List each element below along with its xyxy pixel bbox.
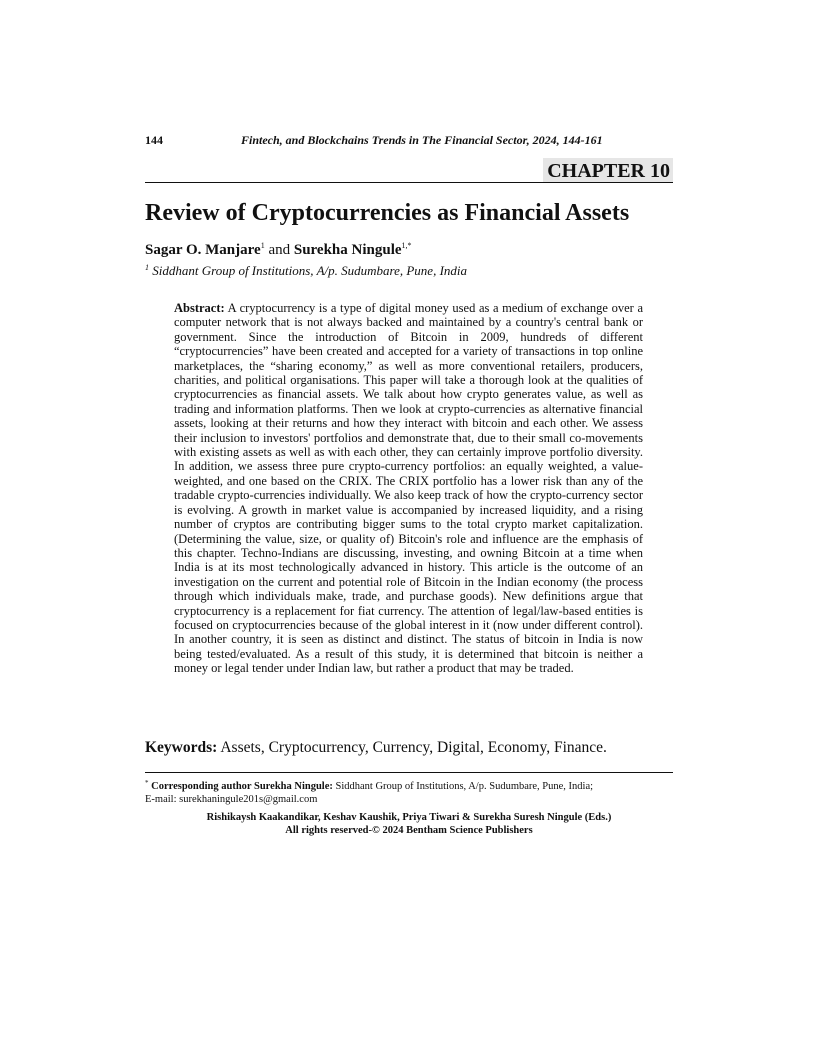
author-list [145,236,412,260]
abstract-label: Abstract: [174,301,225,315]
footnote-line [145,777,673,793]
running-head [145,133,672,149]
footnote [145,777,673,806]
journal-citation [241,133,603,148]
publisher-info [145,812,673,837]
page-number: 144 [145,133,163,147]
footnote-email: E-mail: surekhaningule201s@gmail.com [145,794,318,805]
author-connector: and [264,242,294,258]
paper-title: Review of Cryptocurrencies as Financial Assets [145,200,630,226]
affiliation-text: Siddhant Group of Institutions, A/p. Sudumbare, Pune, India [149,263,468,278]
author-name: Sagar O. Manjare [145,242,261,258]
chapter-label: CHAPTER 10 [543,158,673,183]
author-affiliation-mark: 1,* [401,241,412,250]
footnote-divider [145,772,673,773]
affiliation [145,259,467,280]
author-name: Surekha Ningule [293,242,402,258]
copyright-line: All rights reserved-© 2024 Bentham Science Publishers [285,824,533,836]
editors-line: Rishikaysh Kaakandikar, Keshav Kaushik, Priya Tiwari & Surekha Suresh Ningule (Eds.) [206,812,612,823]
keywords-label: Keywords: [145,739,218,756]
abstract [174,301,643,676]
footnote-label: Corresponding author Surekha Ningule: [148,781,333,792]
footnote-text: Siddhant Group of Institutions, A/p. Sudumbare, Pune, India; [332,781,594,792]
journal-details: , 2024, 144-161 [526,133,603,147]
keywords-text: Assets, Cryptocurrency, Currency, Digital, Economy, Finance. [217,739,607,756]
journal-name: Fintech, and Blockchains Trends in The Financial Sector [241,133,527,147]
footnote-mark: * [145,779,149,787]
abstract-text: A cryptocurrency is a type of digital money used as a medium of exchange over a computer network that is not always backed and maintained by a country's central bank or government. Since the introduction of Bitcoin in 2009, hundreds of different “cryptocurrencies” have been created and accepted for a variety of transactions in top online marketplaces, the “sharing economy,” as well as more conventional retailers, producers, charities, and political organisations. This paper will take a thorough look at the qualities of cryptocurrencies as financial assets. We talk about how crypto generates value, as well as trading and information platforms. Then we look at crypto-currencies as alternative financial assets, looking at their returns and how they interact with bitcoin and each other. We assess their inclusion to investors' portfolios and demonstrate that, due to their small co-movements with existing assets as well as with each other, they can certainly improve portfolio diversity. In addition, we assess three pure crypto-currency portfolios: an equally weighted, a value-weighted, and one based on the CRIX. The CRIX portfolio has a lower risk than any of the tradable crypto-currencies individually. We also keep track of how the crypto-currency sector is evolving. A growth in market value is accompanied by increased liquidity, and a rising number of cryptos are contributing bigger sums to the total crypto market capitalization. (Determining the value, size, or quality of) Bitcoin's role and influence are the emphasis of this chapter. Techno-Indians are discussing, investing, and owning Bitcoin at a time when India is at its most technologically advanced in history. This article is the outcome of an investigation on the current and potential role of Bitcoin in the Indian economy (the process through which individuals make, trade, and purchase goods). New definitions argue that cryptocurrency is a replacement for fiat currency. The attention of legal/law-based entities is focused on cryptocurrencies because of the global interest in it (now under different control). In another country, it is seen as distinct and distinct. The status of bitcoin in India is now being tested/evaluated. As a result of this study, it is determined that bitcoin is neither a money or legal tender under Indian law, but rather a product that may be traded. [174,301,643,676]
keywords [145,738,607,758]
author-affiliation-mark: 1 [260,241,265,250]
chapter-divider [145,182,673,183]
affiliation-mark: 1 [145,263,149,272]
